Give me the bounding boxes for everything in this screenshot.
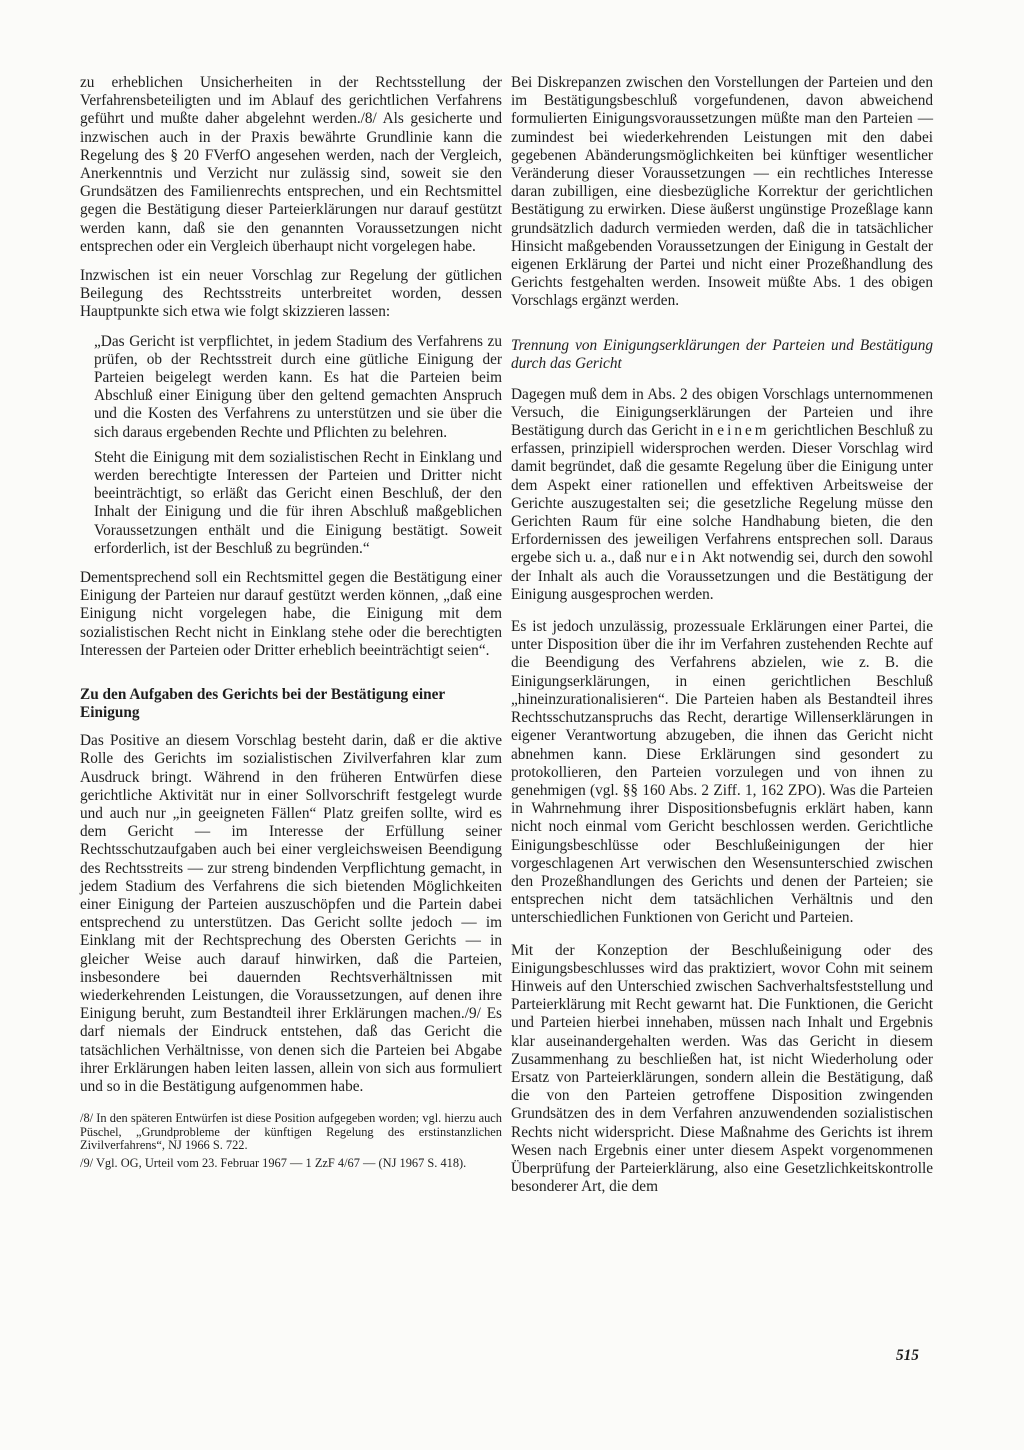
paragraph: Das Positive an diesem Vorschlag besteht darin, daß er die aktive Rolle des Gerichts im sozialistischen Zivilverfahren klar zum Ausdruck bringt. Während in den früheren Entwürfen diese gerichtliche Aktivität nur in einer Sollvorschrift festgelegt wurde und auch nur „in geeigneten Fällen“ Platz greifen sollte, wird es dem Gericht — im Interesse der Erfüllung seiner Rechtsschutzaufgaben auch bei einer vergleichsweisen Beendigung des Rechtsstreits — zur streng bindenden Verpflichtung gemacht, in jedem Stadium des Verfahrens die sich bietenden Möglichkeiten einer Einigung der Parteien auszuschöpfen und die Partein dabei entsprechend zu unterstützen. Das Gericht sollte jedoch — im Einklang mit der Rechtsprechung des Obersten Gerichts — in gleicher Weise auch darauf hinwirken, daß die Parteien, insbesondere bei dauernden Rechtsverhältnissen mit wiederkehrenden Leistungen, die Voraussetzungen, auf denen ihre Einigung beruht, zum Bestandteil ihrer Erklärungen machen./9/ Es darf niemals der Eindruck entstehen, daß das Gericht die tatsächlichen Verhältnisse, von denen sich die Parteien bei Abgabe ihrer Erklärungen haben leiten lassen, allein von sich aus formuliert und so in die Bestätigung aufgenommen habe. <box>80 732 502 1095</box>
left-column <box>80 74 502 1170</box>
page-number: 515 <box>896 1347 919 1364</box>
emphasized-word: ein <box>670 549 699 567</box>
emphasized-word: einem <box>717 422 770 440</box>
paragraph: Inzwischen ist ein neuer Vorschlag zur Regelung der gütlichen Beilegung des Rechtsstreits unterbreitet worden, dessen Hauptpunkte sich etwa wie folgt skizzieren lassen: <box>80 267 502 321</box>
footnote-8: /8/ In den späteren Entwürfen ist diese Position aufgegeben worden; vgl. hierzu auch Püschel, „Grundprobleme der künftigen Regelung des erstinstanzlichen Zivilverfahrens“, NJ 1966 S. 722. <box>80 1111 502 1153</box>
paragraph-text: gerichtlichen Beschluß zu erfassen, prinzipiell widersprochen werden. Dieser Vorschlag wird damit begründet, daß die gesamte Regelung über die Einigung unter dem Aspekt einer rationellen und effektiven Arbeitsweise der Gerichte auszugestalten sei; die gesetzliche Regelung müsse den Gerichten Raum für eine solche Handhabung bieten, die den Erfordernissen des jeweiligen Verfahrens entsprechen soll. Daraus ergebe sich u. a., daß nur <box>511 422 934 567</box>
paragraph <box>511 386 933 604</box>
footnote-9: /9/ Vgl. OG, Urteil vom 23. Februar 1967 — 1 ZzF 4/67 — (NJ 1967 S. 418). <box>80 1155 467 1170</box>
section-heading: Zu den Aufgaben des Gerichts bei der Bestätigung einer Einigung <box>80 686 445 722</box>
right-column <box>511 74 933 1196</box>
quotation-paragraph: Steht die Einigung mit dem sozialistischen Recht in Einklang und werden berechtigte Interessen der Parteien und Dritter nicht beeinträchtigt, so erläßt das Gericht einen Beschluß, der den Inhalt der Einigung und die für ihren Abschluß maßgeblichen Voraussetzungen enthält und die Einigung bestätigt. Soweit erforderlich, ist der Beschluß zu begründen.“ <box>94 448 502 557</box>
footnotes <box>80 1112 502 1170</box>
section-heading: Trennung von Einigungserklärungen der Parteien und Bestätigung durch das Gericht <box>511 336 933 373</box>
paragraph: Mit der Konzeption der Beschlußeinigung oder des Einigungsbeschlusses wird das praktiziert, wovor Cohn mit seinem Hinweis auf den Unterschied zwischen Sachverhaltsfeststellung und Parteierklärung mit Recht gewarnt hat. Die Funktionen, die Gericht und Parteien hierbei innehaben, müssen nach Inhalt und Ergebnis klar auseinandergehalten werden. Was das Gericht in diesem Zusammenhang zu beschließen hat, ist nicht Wiederholung oder Ersatz von Parteierklärungen, sondern allein die Bestätigung, daß die von den Parteien getroffene Disposition zwingenden Grundsätzen des in dem Verfahren anzuwendenden sozialistischen Rechts nicht widerspricht. Diese Maßnahme des Gerichts ist ihrem Wesen nach Ergebnis einer unter diesem Aspekt vorgenommenen Überprüfung der Parteierklärung, also eine Gesetzlichkeitskontrolle besonderer Art, die dem <box>511 941 933 1196</box>
paragraph-text: Akt notwendig sei, durch den sowohl der Inhalt als auch die Voraussetzungen und die Bestätigung der Einigung ausgesprochen werden. <box>511 549 933 603</box>
quotation-paragraph: „Das Gericht ist verpflichtet, in jedem Stadium des Verfahrens zu prüfen, ob der Rechtsstreit durch eine gütliche Einigung der Parteien beigelegt werden kann. Es hat die Parteien beim Abschluß einer Einigung über den geltend gemachten Anspruch und die Kosten des Verfahrens zu unterstützen und sie über die sich daraus ergebenden Rechte und Pflichten zu belehren. <box>94 332 502 441</box>
paragraph: Es ist jedoch unzulässig, prozessuale Erklärungen einer Partei, die unter Disposition über die ihr im Verfahren zustehenden Rechte auf die Beendigung des Verfahrens abzielen, wie z. B. die Einigungserklärungen, in einen gerichtlichen Beschluß „hineinzurationalisieren“. Die Parteien haben als Bestandteil ihres Rechtsschutzanspruchs das Recht, derartige Willenserklärungen in eigener Verantwortung abzugeben, die ihnen das Gericht nicht abnehmen kann. Diese Erklärungen sind gesondert zu protokollieren, den Parteien vorzulegen und von ihnen zu genehmigen (vgl. §§ 160 Abs. 2 Ziff. 1, 162 ZPO). Was die Parteien in Wahrnehmung ihrer Dispositionsbefugnis erklärt haben, kann nicht noch einmal vom Gericht beschlossen werden. Gerichtliche Einigungsbeschlüsse oder Beschlußeinigungen der hier vorgeschlagenen Art verwischen den Wesensunterschied zwischen den Prozeßhandlungen des Gerichts und denen der Parteien; sie entsprechen nicht dem tatsächlichen Verhältnis und den unterschiedlichen Funktionen von Gericht und Parteien. <box>511 618 933 927</box>
paragraph-text: Dagegen muß dem in Abs. 2 des obigen Vorschlags unternommenen Versuch, die Einigungserklärungen der Parteien und ihre Bestätigung durch das Gericht in <box>511 385 933 440</box>
section-spacer <box>511 311 933 337</box>
paragraph: zu erheblichen Unsicherheiten in der Rechtsstellung der Verfahrensbeteiligten und im Ablauf des gerichtlichen Verfahrens geführt und mußte daher abgelehnt werden./8/ Als gesicherte und inzwischen auch in der Praxis bewährte Grundlinie kann die Regelung des § 20 FVerfO angesehen werden, nach der Vergleich, Anerkenntnis und Verzicht nur zulässig sind, soweit sie den Grundsätzen des Familienrechts entsprechen, und ein Rechtsmittel gegen die Bestätigung dieser Parteierklärungen nur darauf gestützt werden kann, daß sie den genannten Voraussetzungen nicht entsprechen oder ein Vergleich überhaupt nicht vorgelegen habe. <box>80 74 502 255</box>
paragraph: Dementsprechend soll ein Rechtsmittel gegen die Bestätigung einer Einigung der Parteien nur darauf gestützt werden können, „daß eine Einigung nicht vorgelegen habe, die Einigung mit dem sozialistischen Recht nicht in Einklang stehe oder die berechtigten Interessen der Parteien oder Dritter erheblich beeinträchtigt seien“. <box>80 569 502 659</box>
paragraph: Bei Diskrepanzen zwischen den Vorstellungen der Parteien und den im Bestätigungsbeschluß vorgefundenen, davon abweichend formulierten Einigungsvoraussetzungen müßte man den Parteien — zumindest bei wiederkehrenden Leistungen mit den dabei gegebenen Abänderungsmöglichkeiten bei künftiger wesentlicher Veränderung dieser Voraussetzungen — ein rechtliches Interesse daran zubilligen, eine diesbezügliche Korrektur der gerichtlichen Bestätigung zu erwirken. Diese äußerst ungünstige Prozeßlage kann grundsätzlich dadurch vermieden werden, daß die in tatsächlicher Hinsicht maßgebenden Voraussetzungen der Einigung in Gestalt der eigenen Erklärung der Partei und nicht einer Prozeßhandlung des Gerichts festgehalten werden. Insoweit müßte Abs. 1 des obigen Vorschlags ergänzt werden. <box>511 74 933 310</box>
